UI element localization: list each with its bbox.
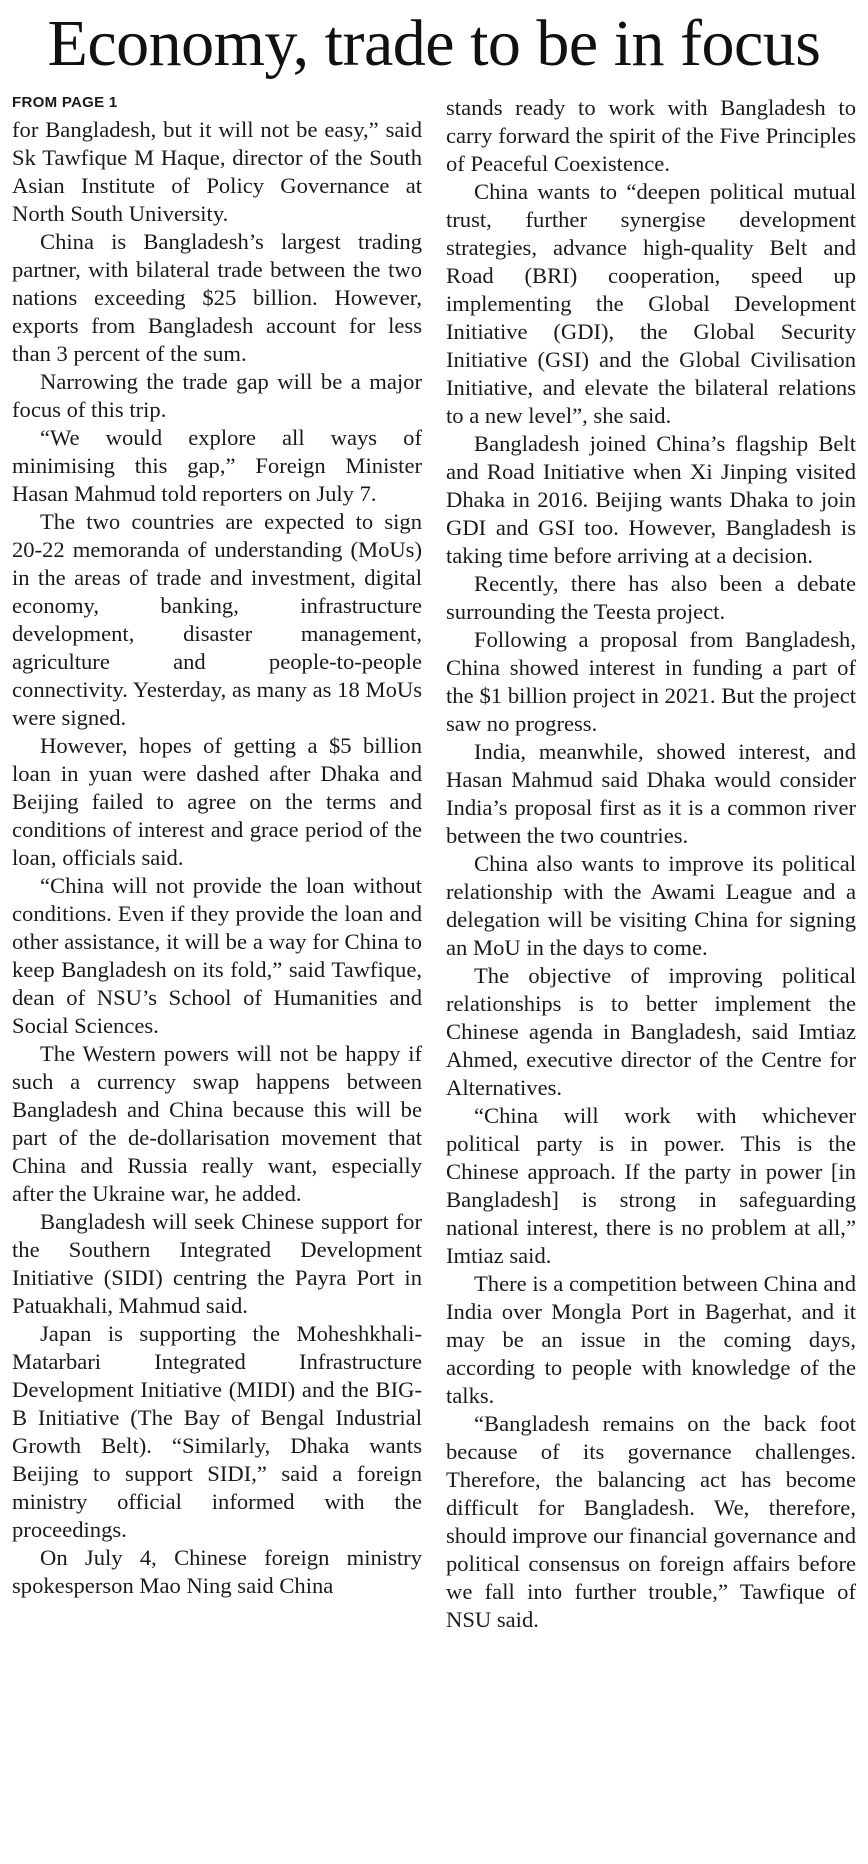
paragraph: for Bangladesh, but it will not be easy,” said Sk Tawfique M Haque, director of the South Asian Institute of Policy Governance at North South University.: [12, 117, 422, 226]
paragraph: China wants to “deepen political mutual trust, further synergise development strategies, advance high-quality Belt and Road (BRI) cooperation, speed up implementing the Global Development Initiative (GDI), the Global Security Initiative (GSI) and the Global Civilisation Initiative, and elevate the bilateral relations to a new level”, she said.: [446, 179, 856, 428]
paragraph: Bangladesh will seek Chinese support for the Southern Integrated Development Initiative (SIDI) centring the Payra Port in Patuakhali, Mahmud said.: [12, 1209, 422, 1318]
paragraph: Following a proposal from Bangladesh, China showed interest in funding a part of the $1 billion project in 2021. But the project saw no progress.: [446, 627, 856, 736]
headline: Economy, trade to be in focus: [47, 7, 821, 80]
paragraph: On July 4, Chinese foreign ministry spokesperson Mao Ning said China: [12, 1545, 422, 1598]
paragraph: “China will work with whichever political party is in power. This is the Chinese approach. If the party in power [in Bangladesh] is strong in safeguarding national interest, there is no problem at all,” Imtiaz said.: [446, 1103, 856, 1268]
article-column-right: [446, 94, 856, 1634]
paragraph: Recently, there has also been a debate surrounding the Teesta project.: [446, 571, 856, 624]
paragraph: There is a competition between China and India over Mongla Port in Bagerhat, and it may be an issue in the coming days, according to people with knowledge of the talks.: [446, 1271, 856, 1408]
paragraph: However, hopes of getting a $5 billion loan in yuan were dashed after Dhaka and Beijing failed to agree on the terms and conditions of interest and grace period of the loan, officials said.: [12, 733, 422, 870]
paragraph: India, meanwhile, showed interest, and Hasan Mahmud said Dhaka would consider India’s proposal first as it is a common river between the two countries.: [446, 739, 856, 848]
paragraph: The Western powers will not be happy if such a currency swap happens between Bangladesh and China because this will be part of the de-dollarisation movement that China and Russia really want, especially after the Ukraine war, he added.: [12, 1041, 422, 1206]
article-column-left: [12, 92, 422, 1600]
paragraph: The two countries are expected to sign 20-22 memoranda of understanding (MoUs) in the areas of trade and investment, digital economy, banking, infrastructure development, disaster management, agriculture and people-to-people connectivity. Yesterday, as many as 18 MoUs were signed.: [12, 509, 422, 730]
paragraph: Bangladesh joined China’s flagship Belt and Road Initiative when Xi Jinping visited Dhaka in 2016. Beijing wants Dhaka to join GDI and GSI too. However, Bangladesh is taking time before arriving at a decision.: [446, 431, 856, 568]
paragraph: China is Bangladesh’s largest trading partner, with bilateral trade between the two nations exceeding $25 billion. However, exports from Bangladesh account for less than 3 percent of the sum.: [12, 229, 422, 366]
jump-label: FROM PAGE 1: [12, 94, 118, 111]
paragraph: “Bangladesh remains on the back foot because of its governance challenges. Therefore, the balancing act has become difficult for Bangladesh. We, therefore, should improve our financial governance and political consensus on foreign affairs before we fall into further trouble,” Tawfique of NSU said.: [446, 1411, 856, 1632]
paragraph: China also wants to improve its political relationship with the Awami League and a delegation will be visiting China for signing an MoU in the days to come.: [446, 851, 856, 960]
paragraph: Narrowing the trade gap will be a major focus of this trip.: [12, 369, 422, 422]
paragraph: The objective of improving political relationships is to better implement the Chinese agenda in Bangladesh, said Imtiaz Ahmed, executive director of the Centre for Alternatives.: [446, 963, 856, 1100]
paragraph: Japan is supporting the Moheshkhali-Matarbari Integrated Infrastructure Development Initiative (MIDI) and the BIG-B Initiative (The Bay of Bengal Industrial Growth Belt). “Similarly, Dhaka wants Beijing to support SIDI,” said a foreign ministry official informed with the proceedings.: [12, 1321, 422, 1542]
paragraph: “We would explore all ways of minimising this gap,” Foreign Minister Hasan Mahmud told reporters on July 7.: [12, 425, 422, 506]
paragraph: “China will not provide the loan without conditions. Even if they provide the loan and other assistance, it will be a way for China to keep Bangladesh on its fold,” said Tawfique, dean of NSU’s School of Humanities and Social Sciences.: [12, 873, 422, 1038]
paragraph: stands ready to work with Bangladesh to carry forward the spirit of the Five Principles of Peaceful Coexistence.: [446, 95, 856, 176]
